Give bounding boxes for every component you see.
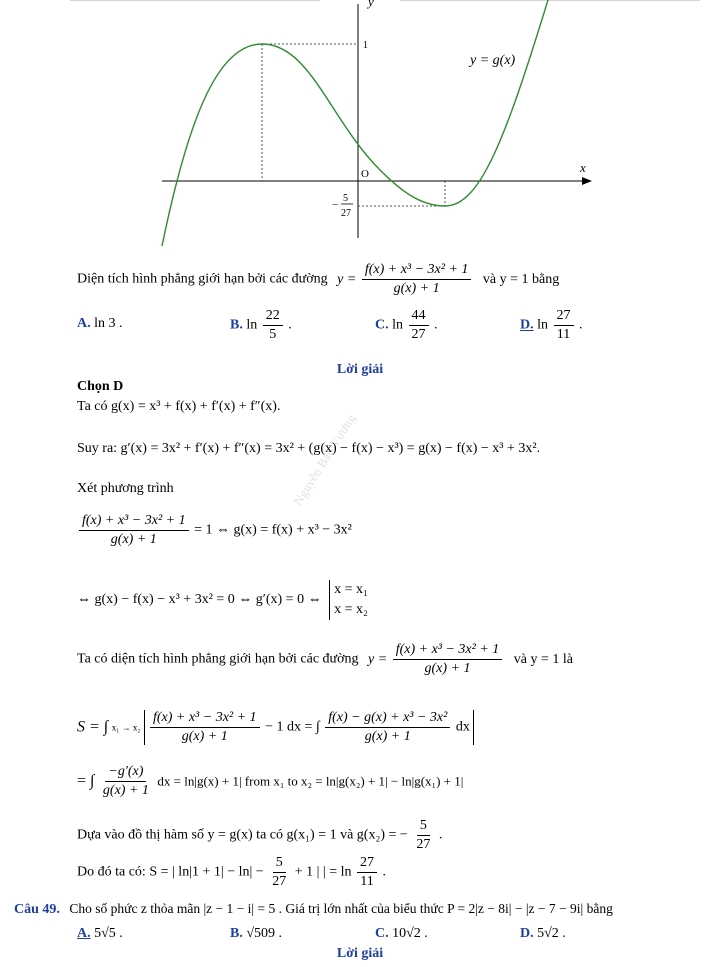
- line6-den1: 27: [272, 874, 287, 889]
- function-graph: [0, 0, 720, 255]
- q49-option-d[interactable]: [520, 926, 566, 942]
- q48-option-b-post: .: [288, 317, 292, 333]
- q48-option-d[interactable]: [520, 308, 583, 343]
- area-formula-1: [77, 710, 474, 745]
- eq1-fraction: [79, 513, 189, 548]
- line4-prefix: Ta có diện tích hình phẳng giới hạn bởi các đường: [77, 651, 359, 667]
- solution-line-2: Suy ra: g′(x) = 3x² + f′(x) + f″(x) = 3x² + (g(x) − f(x) − x³) = g(x) − f(x) − x³ + 3x².: [77, 441, 541, 456]
- q49-option-a-text: 5√5 .: [94, 926, 123, 941]
- solution-choice: Chọn D: [77, 379, 124, 394]
- s2-lead: = ∫: [77, 772, 95, 790]
- q49-option-c-text: 10√2 .: [392, 926, 428, 941]
- q49-stem: [14, 900, 613, 919]
- line5-fraction: [413, 818, 433, 853]
- s1-den2: g(x) + 1: [364, 729, 411, 744]
- eq1-rest: = 1 ⇔ g(x) = f(x) + x³ − 3x²: [194, 522, 352, 538]
- q49-option-d-text: 5√2 .: [537, 926, 566, 941]
- q49-text: Cho số phức z thỏa mãn |z − 1 − i| = 5 . Giá trị lớn nhất của biểu thức P = 2|z − 8i| − |z − 7 − 9i| bằng: [69, 901, 613, 916]
- line5-num: 5: [417, 818, 430, 836]
- curve-g: [162, 0, 548, 246]
- max-tick-label: 1: [363, 40, 368, 51]
- q48-option-b[interactable]: [230, 308, 292, 343]
- s1-tail: − 1 dx = ∫: [265, 719, 320, 735]
- curve-label: y = g(x): [470, 53, 516, 68]
- s1-den: g(x) + 1: [181, 729, 228, 744]
- solution-line-1: Ta có g(x) = x³ + f(x) + f′(x) + f″(x).: [77, 399, 281, 414]
- equation-2: [77, 580, 368, 620]
- solution-line-3: Xét phương trình: [77, 481, 174, 496]
- line6-prefix: Do đó ta có: S = | ln|1 + 1| − ln| −: [77, 864, 264, 880]
- q48-option-d-pre: ln: [537, 317, 549, 333]
- solution-line-4: [77, 642, 573, 677]
- line5-period: .: [438, 827, 443, 843]
- s2-fraction: [100, 764, 152, 799]
- q48-option-b-key: B.: [230, 317, 243, 333]
- line4-den: g(x) + 1: [424, 661, 471, 676]
- min-tick-num: 5: [343, 193, 348, 204]
- q49-solution-header: Lời giải: [336, 946, 384, 961]
- line4-suffix: và y = 1 là: [513, 651, 574, 667]
- q48-option-b-fraction: [263, 308, 283, 343]
- line6-fraction-1: [269, 855, 289, 890]
- line5-prefix: Dựa vào đồ thị hàm số y = g(x) ta có g(x₁) = 1 và g(x₂) = −: [77, 827, 408, 843]
- q48-stem-suffix: và y = 1 bằng: [482, 271, 560, 287]
- line4-num: f(x) + x³ − 3x² + 1: [393, 642, 503, 660]
- s2-den: g(x) + 1: [102, 783, 149, 798]
- q48-stem-eq: y =: [337, 271, 357, 287]
- eq2-case-2: x = x₂: [334, 602, 368, 617]
- q49-option-b-key: B.: [230, 926, 243, 941]
- s2-tail: dx = ln|g(x) + 1| from x₁ to x₂ = ln|g(x₂) + 1| − ln|g(x₁) + 1|: [157, 773, 464, 789]
- q49-option-c-key: C.: [375, 926, 389, 941]
- eq1-den: g(x) + 1: [110, 532, 157, 547]
- equation-1: [77, 513, 352, 548]
- x-axis-arrow: [582, 177, 592, 185]
- solution-line-6: [77, 855, 386, 890]
- q48-stem-prefix: Diện tích hình phẳng giới hạn bởi các đường: [77, 271, 328, 287]
- q49-option-b-text: √509 .: [246, 926, 283, 941]
- solution-header: Lời giải: [336, 362, 384, 377]
- s2-num: −g′(x): [105, 764, 146, 782]
- watermark: Nguyễn Bảo Vương: [290, 411, 359, 508]
- s1-num2: f(x) − g(x) + x³ − 3x²: [325, 710, 450, 728]
- q48-option-c-den: 27: [411, 327, 426, 342]
- line6-period: .: [382, 864, 386, 880]
- s1-fraction: [150, 710, 260, 745]
- q48-option-d-key: D.: [520, 317, 534, 333]
- q48-option-b-den: 5: [269, 327, 277, 342]
- area-formula-2: [77, 764, 463, 799]
- line4-fraction: [393, 642, 503, 677]
- s1-lead: S = ∫: [77, 718, 109, 736]
- q49-label: Câu 49.: [14, 902, 60, 917]
- s1-num: f(x) + x³ − 3x² + 1: [150, 710, 260, 728]
- q48-option-a[interactable]: [77, 316, 123, 332]
- eq2-case-1: x = x₁: [334, 582, 368, 597]
- q48-option-b-pre: ln: [246, 317, 258, 333]
- q48-option-c-num: 44: [409, 308, 429, 326]
- q48-option-c-post: .: [434, 317, 438, 333]
- q48-stem-num: f(x) + x³ − 3x² + 1: [362, 262, 472, 280]
- y-axis-label: y: [368, 0, 374, 9]
- q48-option-d-post: .: [579, 317, 583, 333]
- line6-fraction-2: [357, 855, 377, 890]
- line6-num2: 27: [357, 855, 377, 873]
- q49-option-a[interactable]: [77, 926, 123, 942]
- q48-option-d-den: 11: [556, 327, 571, 342]
- q48-option-c-key: C.: [375, 317, 389, 333]
- min-tick-den: 27: [341, 208, 351, 219]
- q48-stem-den: g(x) + 1: [393, 281, 440, 296]
- q48-option-c[interactable]: [375, 308, 438, 343]
- line4-eq: y =: [368, 651, 388, 667]
- s1-abs: [144, 710, 474, 745]
- q49-option-b[interactable]: [230, 926, 282, 942]
- q49-option-c[interactable]: [375, 926, 428, 942]
- line6-num1: 5: [273, 855, 286, 873]
- s1-fraction-2: [325, 710, 450, 745]
- line5-den: 27: [416, 837, 431, 852]
- q48-stem-fraction: [362, 262, 472, 297]
- q48-stem: [77, 262, 559, 297]
- eq1-num: f(x) + x³ − 3x² + 1: [79, 513, 189, 531]
- q48-option-a-text: ln 3 .: [94, 316, 123, 331]
- q48-option-d-num: 27: [554, 308, 574, 326]
- x-axis-label: x: [580, 160, 586, 175]
- eq2-cases: [329, 580, 368, 620]
- s1-end: dx: [455, 719, 470, 735]
- q48-option-a-key: A.: [77, 316, 91, 331]
- solution-line-5: [77, 818, 442, 853]
- q48-option-d-fraction: [554, 308, 574, 343]
- line6-den2: 11: [360, 874, 374, 889]
- q48-option-c-fraction: [409, 308, 429, 343]
- s1-limits: x₁ → x₂: [111, 722, 141, 733]
- q48-option-b-num: 22: [263, 308, 283, 326]
- q48-option-c-pre: ln: [392, 317, 404, 333]
- eq2-main: ⇔ g(x) − f(x) − x³ + 3x² = 0 ⇔ g′(x) = 0 ⇔: [77, 592, 322, 607]
- origin-label: O: [361, 168, 369, 180]
- min-tick-minus: −: [332, 199, 339, 211]
- q49-option-a-key: A.: [77, 926, 91, 941]
- line6-mid: + 1 | | = ln: [294, 864, 352, 880]
- q49-option-d-key: D.: [520, 926, 534, 941]
